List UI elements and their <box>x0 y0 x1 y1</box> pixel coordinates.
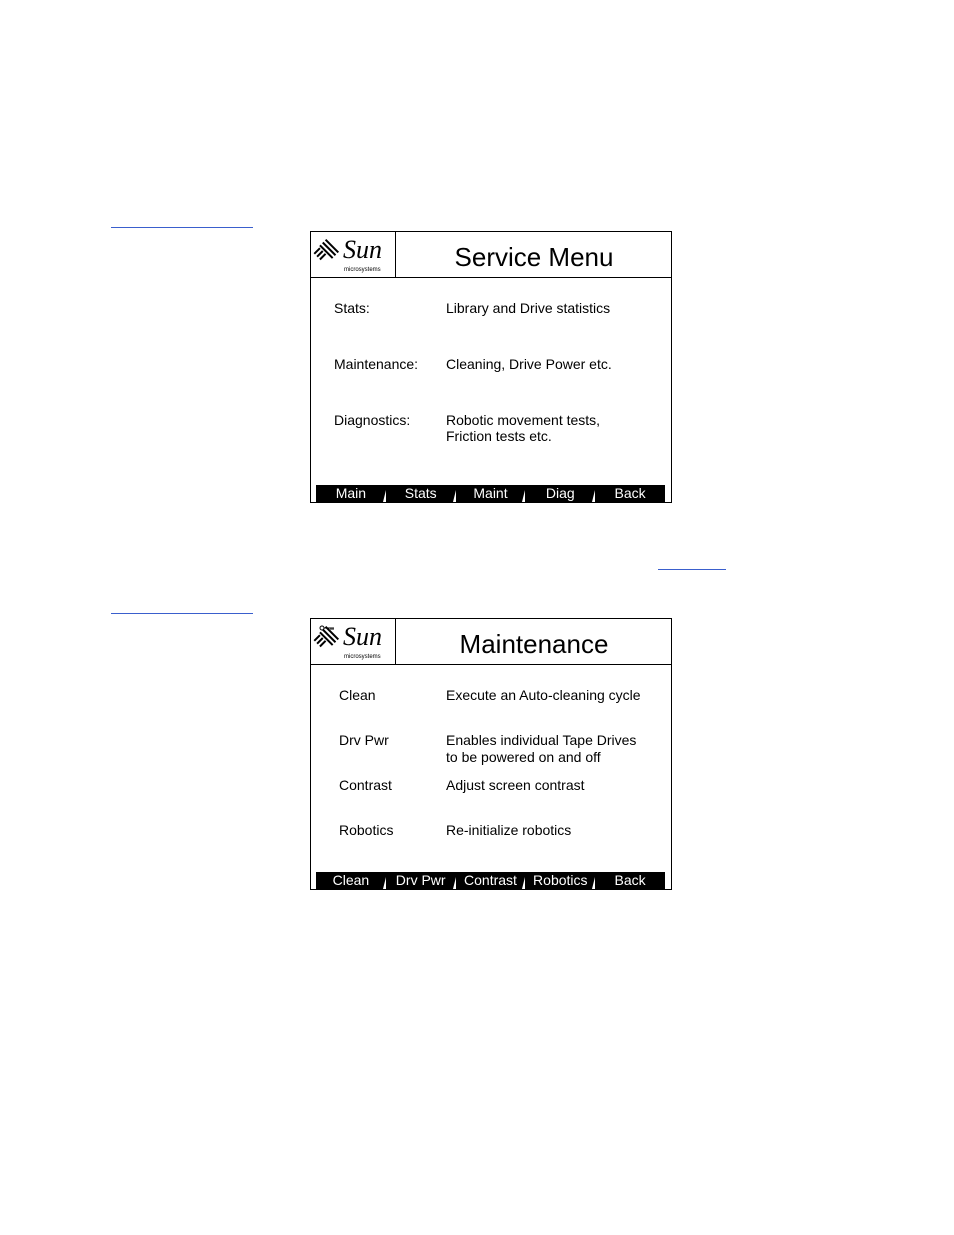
softkey-drv-pwr[interactable]: Drv Pwr <box>386 872 456 889</box>
sun-logo <box>311 232 396 277</box>
softkey-maint[interactable]: Maint <box>456 485 526 502</box>
screen-title: Service Menu <box>454 242 614 272</box>
row-description: Enables individual Tape Drives to be powered on and off <box>446 732 637 765</box>
title-divider <box>311 664 671 665</box>
softkey-bar <box>316 872 665 889</box>
softkey-back[interactable]: Back <box>614 485 646 501</box>
softkey-diag[interactable]: Diag <box>525 485 595 502</box>
svg-text:Sun: Sun <box>343 235 382 264</box>
softkey-main[interactable]: Main <box>316 485 386 502</box>
svg-text:Sun: Sun <box>343 622 382 651</box>
row-description: Robotic movement tests, Friction tests etc. <box>446 412 601 444</box>
maintenance-screen <box>310 618 672 890</box>
cross-reference-link[interactable] <box>658 569 726 570</box>
svg-text:microsystems: microsystems <box>344 267 381 273</box>
figure-rule-top <box>111 227 253 228</box>
key-icon <box>319 625 335 631</box>
row-description: Execute an Auto-cleaning cycle <box>446 687 641 703</box>
service-menu-screen <box>310 231 672 503</box>
row-description: Cleaning, Drive Power etc. <box>446 356 612 372</box>
softkey-back[interactable]: Back <box>614 872 646 888</box>
row-description: Re-initialize robotics <box>446 822 572 838</box>
screen-title: Maintenance <box>459 629 609 659</box>
row-label: Contrast <box>339 777 392 793</box>
row-label: Maintenance: <box>334 356 419 372</box>
row-description: Adjust screen contrast <box>446 777 585 793</box>
row-label: Robotics <box>339 822 394 838</box>
softkey-stats[interactable]: Stats <box>386 485 456 502</box>
softkey-bar <box>316 485 665 502</box>
row-label: Clean <box>339 687 376 703</box>
row-label: Drv Pwr <box>339 732 389 748</box>
title-divider <box>311 277 671 278</box>
row-label: Stats: <box>334 300 370 316</box>
row-label: Diagnostics: <box>334 412 411 428</box>
figure-rule-bottom <box>111 613 253 614</box>
softkey-clean[interactable]: Clean <box>316 872 386 889</box>
softkey-robotics[interactable]: Robotics <box>525 872 595 889</box>
row-description: Library and Drive statistics <box>446 300 611 316</box>
svg-text:microsystems: microsystems <box>344 654 381 660</box>
softkey-contrast[interactable]: Contrast <box>456 872 526 889</box>
